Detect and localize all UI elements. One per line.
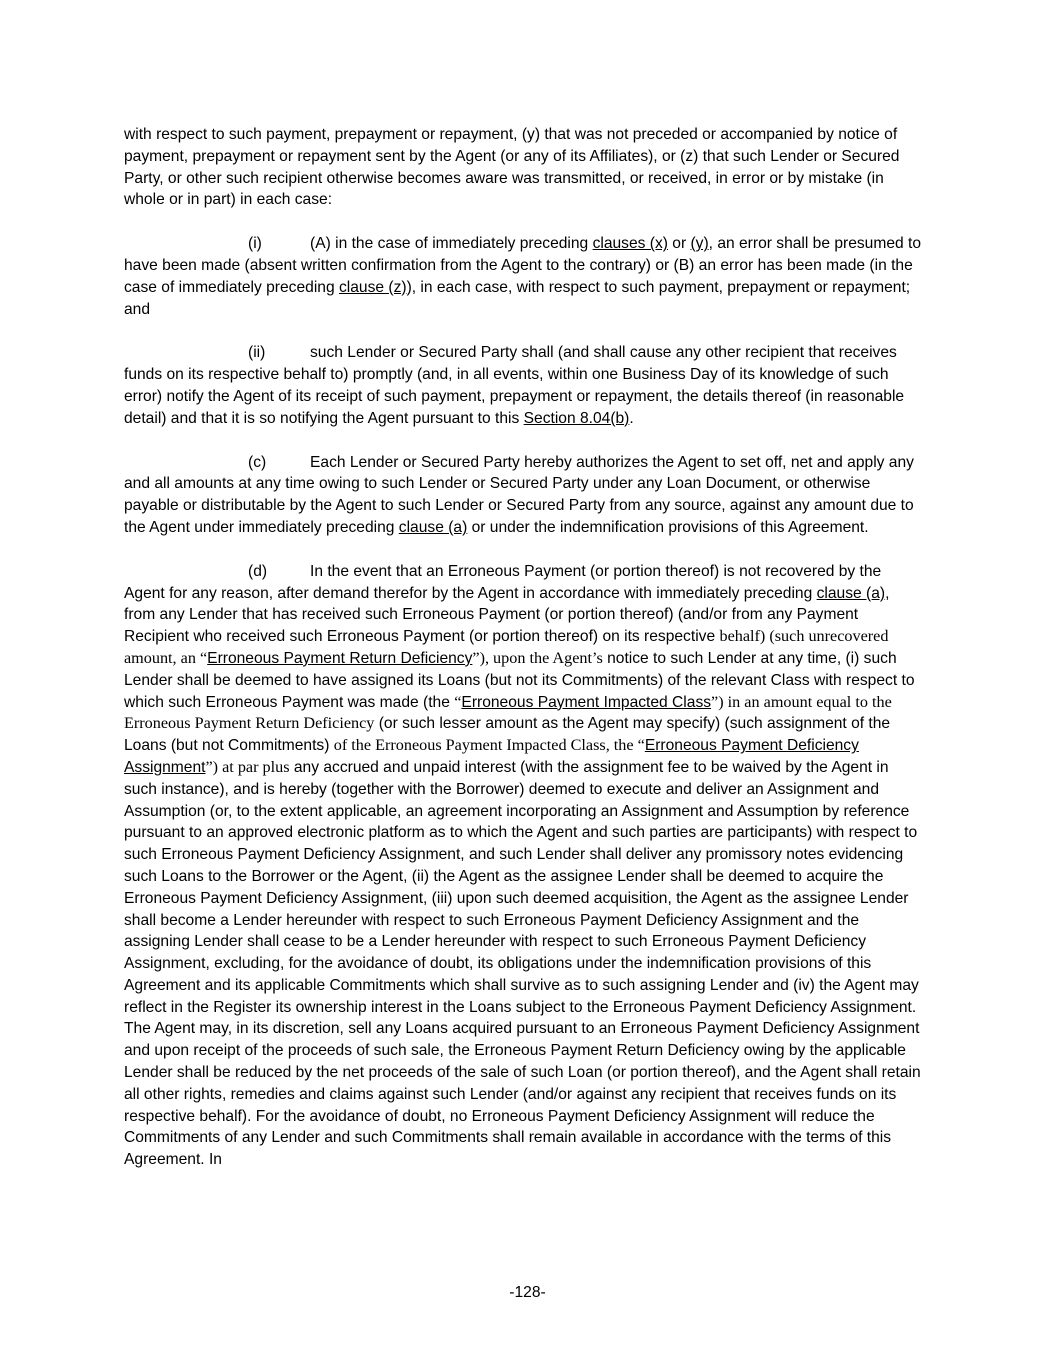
cross-reference: Section 8.04(b) xyxy=(523,409,630,427)
clause-number: (c) xyxy=(248,453,267,471)
clause-number: (ii) xyxy=(248,344,266,362)
paragraph-i: (i) (A) in the case of immediately preceding clauses (x) or (y), an error shall be presumed to have been made (absent written confirmation from the Agent to the contrary) or (B) an error has been made (in the case of immediately preceding clause (z)), in each case, with respect to such payment, prepayment or repayment; and xyxy=(124,235,922,318)
cross-reference: clauses (x) xyxy=(592,235,668,253)
cross-reference: (y) xyxy=(690,235,709,253)
document-body xyxy=(124,124,924,1193)
paragraph-d: (d) In the event that an Erroneous Payment (or portion thereof) is not recovered by the Agent for any reason, after demand therefor by the Agent in accordance with immediately preceding clause (a), from any Lender that has received such Erroneous Payment (or portion thereof) (and/or from any Payment Recipient who received such Erroneous Payment (or portion thereof) on its respective behalf) (such unrecovered amount, an “Erroneous Payment Return Deficiency”), upon the Agent’s notice to such Lender at any time, (i) such Lender shall be deemed to have assigned its Loans (but not its Commitments) of the relevant Class with respect to which such Erroneous Payment was made (the “Erroneous Payment Impacted Class”) in an amount equal to the Erroneous Payment Return Deficiency (or such lesser amount as the Agent may specify) (such assignment of the Loans (but not Commitments) of the Erroneous Payment Impacted Class, the “Erroneous Payment Deficiency Assignment”) at par plus any accrued and unpaid interest (with the assignment fee to be waived by the Agent in such instance), and is hereby (together with the Borrower) deemed to execute and deliver an Assignment and Assumption (or, to the extent applicable, an agreement incorporating an Assignment and Assumption by reference pursuant to an approved electronic platform as to which the Agent and such parties are participants) with respect to such Erroneous Payment Deficiency Assignment, and such Lender shall deliver any promissory notes evidencing such Loans to the Borrower or the Agent, (ii) the Agent as the assignee Lender shall be deemed to acquire the Erroneous Payment Deficiency Assignment, (iii) upon such deemed acquisition, the Agent as the assignee Lender shall become a Lender hereunder with respect to such Erroneous Payment Deficiency Assignment and the assigning Lender shall cease to be a Lender hereunder with respect to such Erroneous Payment Deficiency Assignment, excluding, for the avoidance of doubt, its obligations under the indemnification provisions of this Agreement and its applicable Commitments which shall survive as to such assigning Lender and (iv) the Agent may reflect in the Register its ownership interest in the Loans subject to the Erroneous Payment Deficiency Assignment. The Agent may, in its discretion, sell any Loans acquired pursuant to an Erroneous Payment Deficiency Assignment and upon receipt of the proceeds of such sale, the Erroneous Payment Return Deficiency owing by the applicable Lender shall be reduced by the net proceeds of the sale of such Loan (or portion thereof), and the Agent shall retain all other rights, remedies and claims against such Lender (and/or against any recipient that receives funds on its respective behalf). For the avoidance of doubt, no Erroneous Payment Deficiency Assignment will reduce the Commitments of any Lender and such Commitments shall remain available in accordance with the terms of this Agreement. In xyxy=(124,562,921,1169)
paragraph-text: with respect to such payment, prepayment or repayment, (y) that was not preceded or accompanied by notice of payment, prepayment or repayment sent by the Agent (or any of its Affiliates), or (z) that such Lender or Secured Party, or other such recipient otherwise becomes aware was transmitted, or received, in error or by mistake (in whole or in part) in each case: xyxy=(124,126,900,209)
paragraph-c: (c) Each Lender or Secured Party hereby authorizes the Agent to set off, net and apply any and all amounts at any time owing to such Lender or Secured Party under any Loan Document, or otherwise payable or distributable by the Agent to such Lender or Secured Party from any source, against any amount due to the Agent under immediately preceding clause (a) or under the indemnification provisions of this Agreement. xyxy=(124,453,914,536)
defined-term: Erroneous Payment Return Deficiency xyxy=(207,649,473,667)
paragraph-continuation xyxy=(124,124,924,211)
cross-reference: clause (a) xyxy=(398,518,468,536)
paragraph-ii: (ii) such Lender or Secured Party shall (and shall cause any other recipient that receives funds on its respective behalf to) promptly (and, in all events, within one Business Day of its knowledge of such error) notify the Agent of its receipt of such payment, prepayment or repayment, the details thereof (in reasonable detail) and that it is so notifying the Agent pursuant to this Section 8.04(b). xyxy=(124,344,905,427)
page-number: -128- xyxy=(509,1284,546,1301)
cross-reference: clause (z) xyxy=(338,278,407,296)
clause-number: (d) xyxy=(248,562,268,580)
defined-term: Erroneous Payment Deficiency Assignment xyxy=(124,737,859,776)
cross-reference: clause (a) xyxy=(816,584,886,602)
clause-number: (i) xyxy=(248,235,262,253)
defined-term: Erroneous Payment Impacted Class xyxy=(461,693,712,711)
